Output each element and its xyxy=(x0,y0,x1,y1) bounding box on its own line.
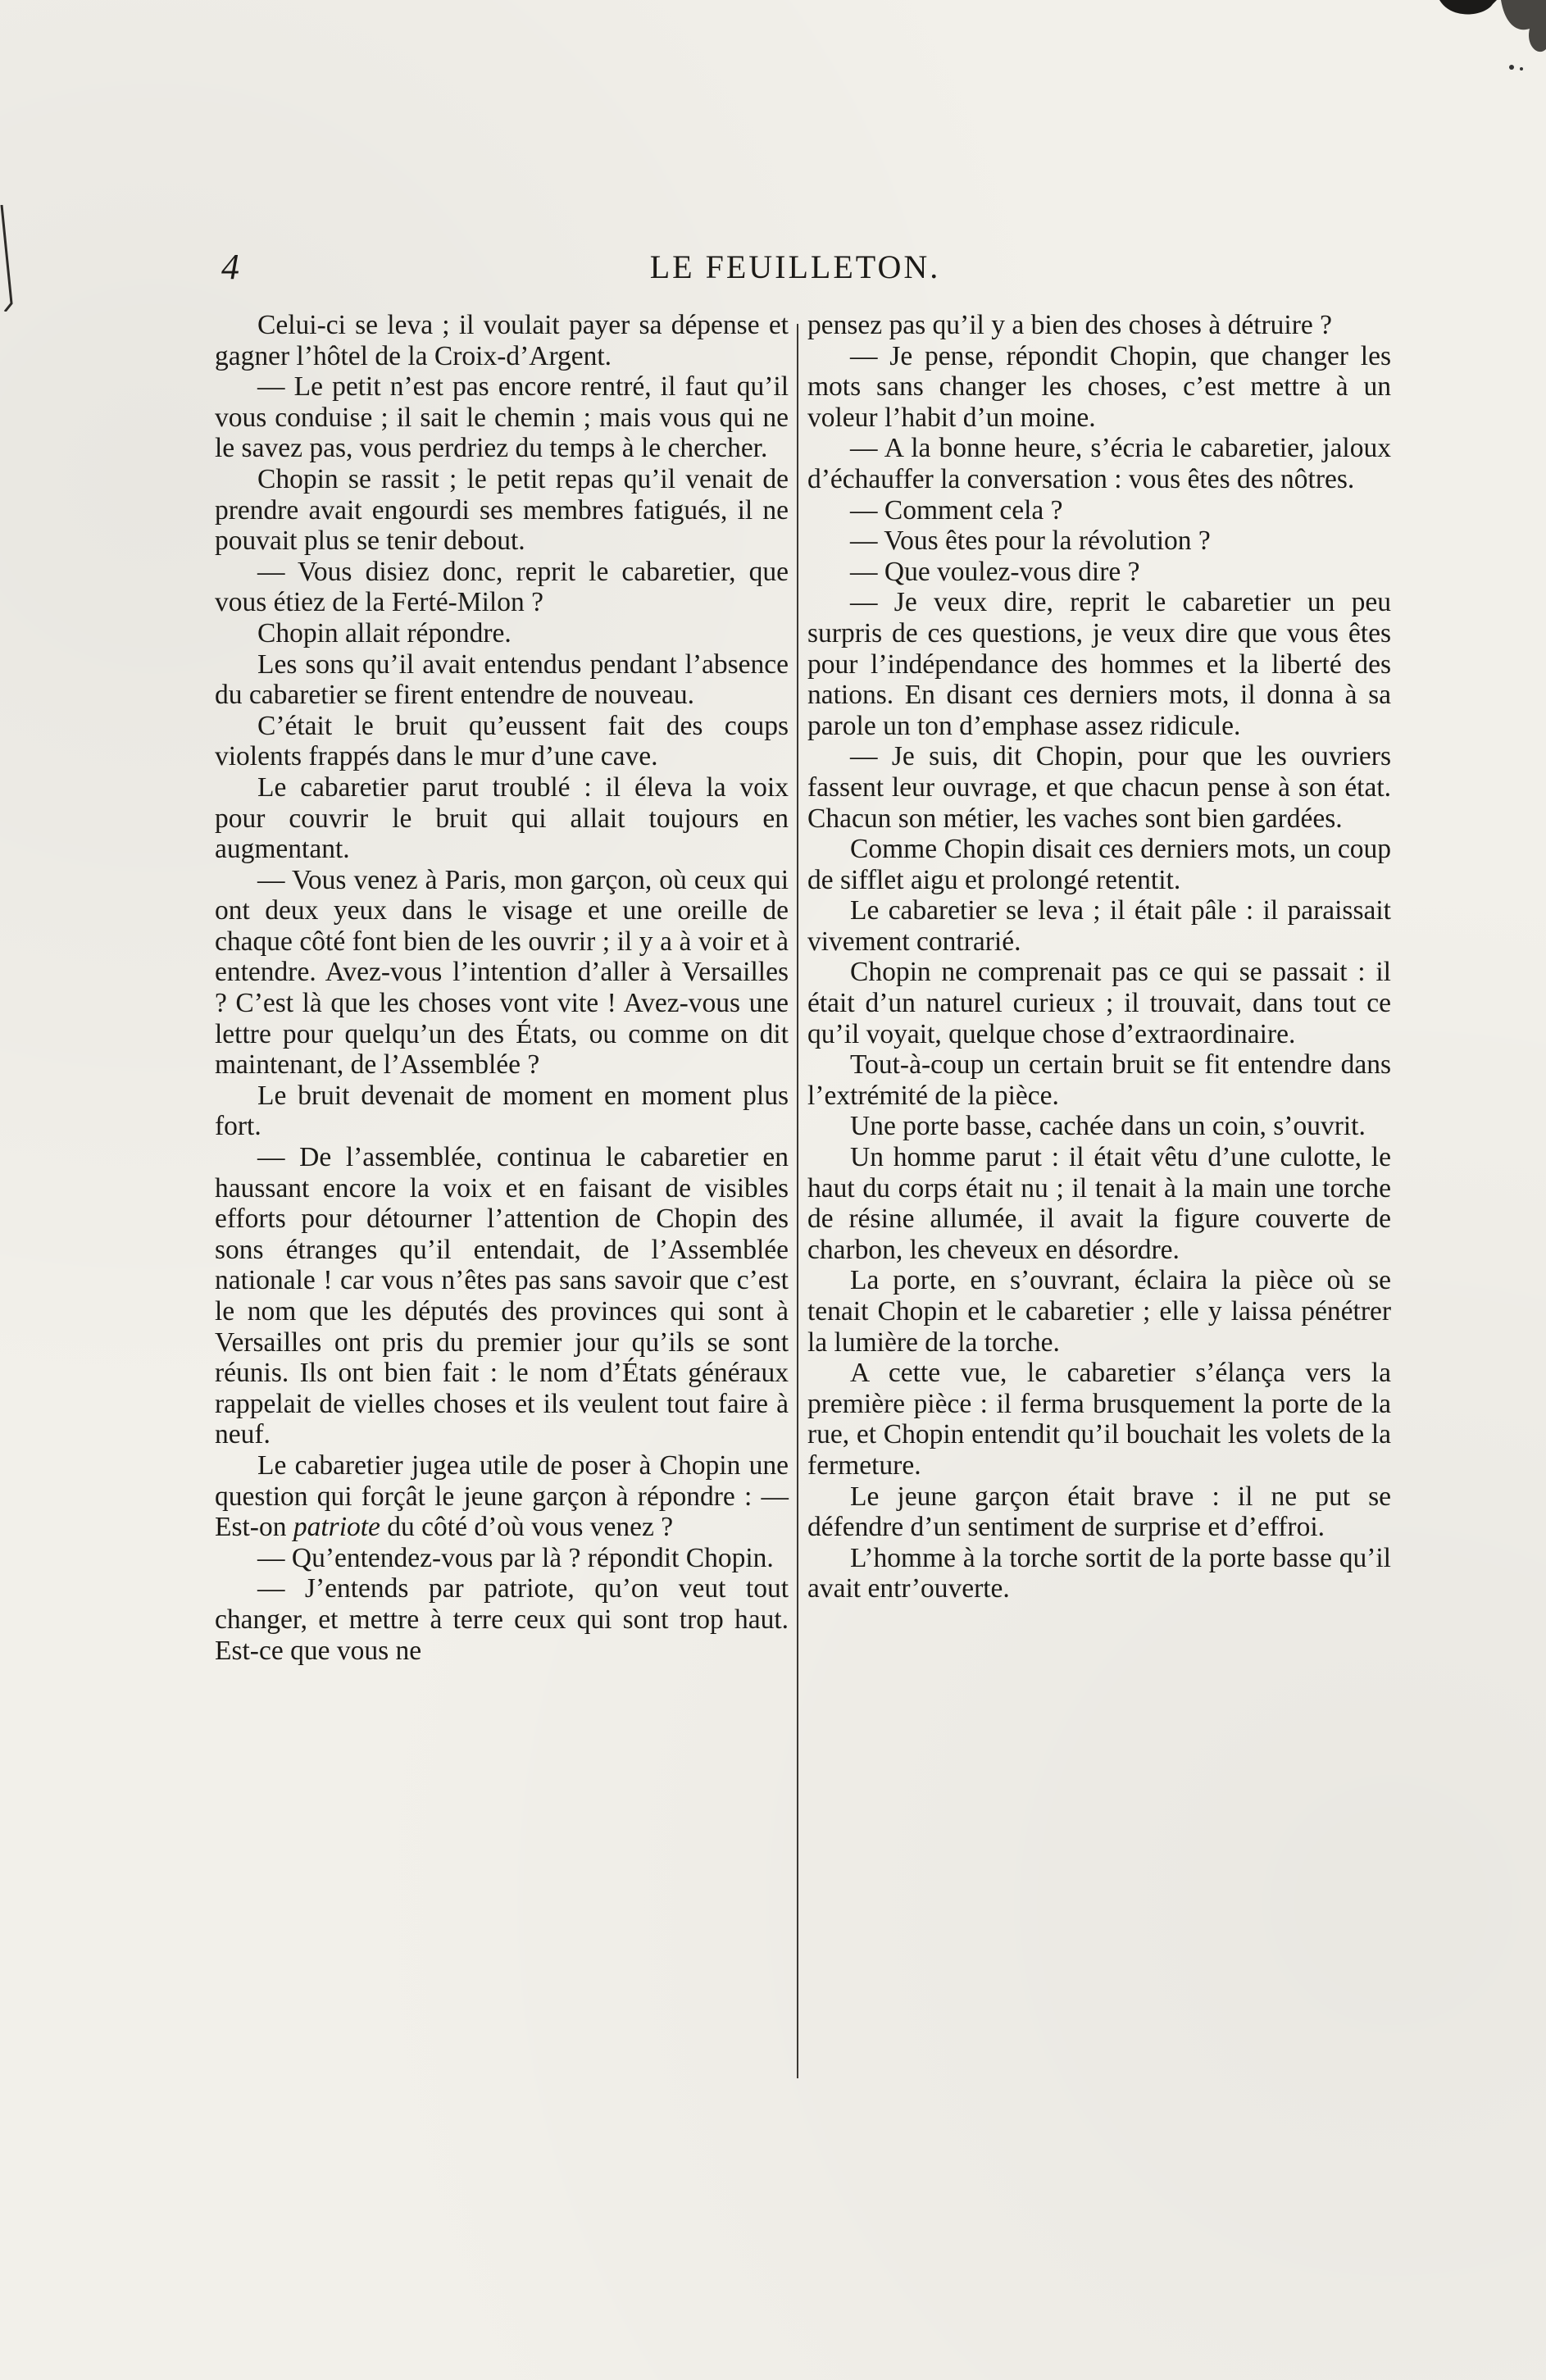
paragraph: La porte, en s’ouvrant, éclaira la pièce où se tenait Chopin et le cabaretier ; elle y laissa pénétrer la lumière de la torche. xyxy=(807,1265,1391,1358)
paragraph: — Vous venez à Paris, mon garçon, où ceux qui ont deux yeux dans le visage et une oreille de chaque côté font bien de les ouvrir ; il y a à voir et à entendre. Avez-vous l’intention d’aller à Versailles ? C’est là que les choses vont vite ! Avez-vous une lettre pour quelqu’un des États, ou comme on dit maintenant, de l’Assemblée ? xyxy=(215,864,789,1081)
paragraph: Chopin se rassit ; le petit repas qu’il venait de prendre avait engourdi ses membres fatigués, il ne pouvait plus se tenir debout. xyxy=(215,463,789,557)
paragraph: Le cabaretier se leva ; il était pâle : il paraissait vivement contrarié. xyxy=(807,895,1391,957)
paragraph: Un homme parut : il était vêtu d’une culotte, le haut du corps était nu ; il tenait à la main une torche de résine allumée, il avait la figure couverte de charbon, les cheveux en désordre. xyxy=(807,1142,1391,1265)
paragraph: — A la bonne heure, s’écria le cabaretier, jaloux d’échauffer la conversation : vous êtes des nôtres. xyxy=(807,433,1391,494)
page-header xyxy=(197,246,1394,295)
paragraph: — De l’assemblée, continua le cabaretier en haussant encore la voix et en faisant de visibles efforts pour détourner l’attention de Chopin des sons étranges qu’il entendait, de l’Assemblée nationale ! car vous n’êtes pas sans savoir que c’est le nom que les députés des provinces qui sont à Versailles ont pris du premier jour qu’ils se sont réunis. Ils ont bien fait : le nom d’États généraux rappelait de vielles choses et ils veulent tout faire à neuf. xyxy=(215,1142,789,1450)
paragraph: — Vous disiez donc, reprit le cabaretier, que vous étiez de la Ferté-Milon ? xyxy=(215,556,789,618)
italic-word: patriote xyxy=(293,1512,380,1543)
paragraph: — Le petit n’est pas encore rentré, il faut qu’il vous conduise ; il sait le chemin ; mais vous qui ne le savez pas, vous perdriez du temps à le chercher. xyxy=(215,371,789,464)
paragraph: — Je veux dire, reprit le cabaretier un peu surpris de ces questions, je veux dire que vous êtes pour l’indépendance des hommes et la liberté des nations. En disant ces derniers mots, il donna à sa parole un ton d’emphase assez ridicule. xyxy=(807,587,1391,741)
paragraph: pensez pas qu’il y a bien des choses à détruire ? xyxy=(807,310,1332,340)
left-margin-mark xyxy=(0,205,18,312)
paragraph-text: Le cabaretier jugea utile de poser à Chopin une question qui forçât le jeune garçon à répondre : — Est-on xyxy=(215,1449,789,1543)
left-column xyxy=(215,310,789,1666)
paragraph: — Que voulez-vous dire ? xyxy=(850,556,1140,587)
paragraph: Celui-ci se leva ; il voulait payer sa dépense et gagner l’hôtel de la Croix-d’Argent. xyxy=(215,310,789,371)
paragraph: — Qu’entendez-vous par là ? répondit Chopin. xyxy=(257,1542,774,1573)
paragraph: — Je suis, dit Chopin, pour que les ouvriers fassent leur ouvrage, et que chacun pense à son état. Chacun son métier, les vaches sont bien gardées. xyxy=(807,741,1391,834)
paragraph: C’était le bruit qu’eussent fait des coups violents frappés dans le mur d’une cave. xyxy=(215,710,789,772)
paragraph: — J’entends par patriote, qu’on veut tout changer, et mettre à terre ceux qui sont trop haut. Est-ce que vous ne xyxy=(215,1573,789,1666)
paragraph-text: du côté d’où vous venez ? xyxy=(380,1512,674,1543)
paragraph: — Comment cela ? xyxy=(850,494,1063,526)
paragraph: A cette vue, le cabaretier s’élança vers la première pièce : il ferma brusquement la porte de la rue, et Chopin entendit qu’il bouchait les volets de la fermeture. xyxy=(807,1358,1391,1481)
paragraph: Le cabaretier parut troublé : il éleva la voix pour couvrir le bruit qui allait toujours en augmentant. xyxy=(215,771,789,865)
page-number: 4 xyxy=(221,247,239,287)
paragraph: — Je pense, répondit Chopin, que changer les mots sans changer les choses, c’est mettre à un voleur l’habit d’un moine. xyxy=(807,340,1391,433)
paragraph: Les sons qu’il avait entendus pendant l’absence du cabaretier se firent entendre de nouveau. xyxy=(215,648,789,711)
paragraph: Chopin allait répondre. xyxy=(257,617,512,648)
right-column xyxy=(807,310,1391,1604)
column-divider xyxy=(797,324,798,2078)
paragraph: Tout-à-coup un certain bruit se fit entendre dans l’extrémité de la pièce. xyxy=(807,1049,1391,1111)
paragraph: — Vous êtes pour la révolution ? xyxy=(850,526,1211,557)
paragraph: Le jeune garçon était brave : il ne put se défendre d’un sentiment de surprise et d’effroi. xyxy=(807,1481,1391,1543)
running-title: LE FEUILLETON. xyxy=(649,248,941,285)
paragraph: Comme Chopin disait ces derniers mots, un coup de sifflet aigu et prolongé retentit. xyxy=(807,834,1391,895)
paragraph: Une porte basse, cachée dans un coin, s’ouvrit. xyxy=(850,1111,1366,1142)
paragraph: L’homme à la torche sortit de la porte basse qu’il avait entr’ouverte. xyxy=(807,1542,1391,1604)
paragraph: Chopin ne comprenait pas ce qui se passait : il était d’un naturel curieux ; il trouvait, dans tout ce qu’il voyait, quelque chose d’extraordinaire. xyxy=(807,957,1391,1049)
ink-blot-decoration xyxy=(1407,0,1546,98)
paragraph: Le bruit devenait de moment en moment plus fort. xyxy=(215,1080,789,1142)
paragraph xyxy=(215,1450,789,1543)
